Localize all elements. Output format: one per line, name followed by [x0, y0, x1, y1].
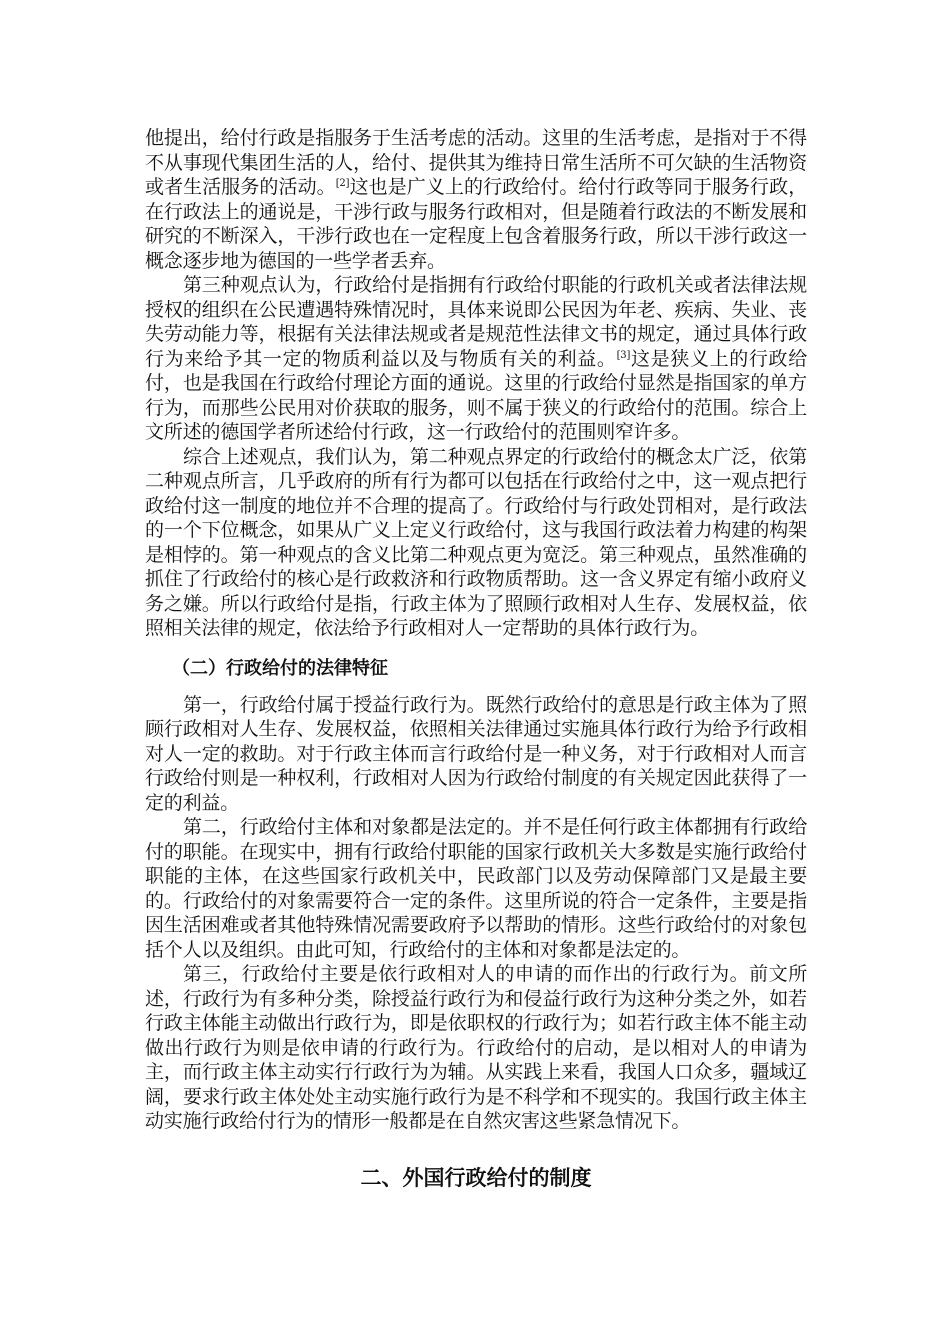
paragraph-text: 这是狭义上的行政给付，也是我国在行政给付理论方面的通说。这里的行政给付显然是指国家的单方行为，而那些公民用对价获取的服务，则不属于狭义的行政给付的范围。综合上文所述的德国学者所述给付行政，这一行政给付的范围则窄许多。	[145, 347, 807, 443]
paragraph-feature-1: 第一，行政给付属于授益行政行为。既然行政给付的意思是行政主体为了照顾行政相对人生存、发展权益，依照相关法律通过实施具体行政行为给予行政相对人一定的救助。对于行政主体而言行政给付是一种义务，对于行政相对人而言行政给付则是一种权利，行政相对人因为行政给付制度的有关规定因此获得了一定的利益。	[145, 693, 807, 814]
document-page	[145, 126, 807, 1192]
paragraph-continuation	[145, 126, 807, 273]
paragraph-feature-3: 第三，行政给付主要是依行政相对人的申请的而作出的行政行为。前文所述，行政行为有多种分类，除授益行政行为和侵益行政行为这种分类之外，如若行政主体能主动做出行政行为，即是依职权的行政行为；如若行政主体不能主动做出行政行为则是依申请的行政行为。行政给付的启动，是以相对人的申请为主，而行政主体主动实行行政行为为辅。从实践上来看，我国人口众多，疆域辽阔，要求行政主体处处主动实施行政行为是不科学和不现实的。我国行政主体主动实施行政给付行为的情形一般都是在自然灾害这些紧急情况下。	[145, 963, 807, 1132]
citation-ref[interactable]: [3]	[616, 349, 631, 361]
paragraph-summary	[145, 445, 807, 641]
paragraph-third-view	[145, 273, 807, 445]
subsection-heading: （二）行政给付的法律特征	[172, 657, 388, 679]
citation-ref[interactable]: [2]	[335, 178, 350, 189]
paragraph-feature-2: 第二，行政给付主体和对象都是法定的。并不是任何行政主体都拥有行政给付的职能。在现实中，拥有行政给付职能的国家行政机关大多数是实施行政给付职能的主体，在这些国家行政机关中，民政部门以及劳动保障部门又是最主要的。行政给付的对象需要符合一定的条件。这里所说的符合一定条件，主要是指因生活困难或者其他特殊情况需要政府予以帮助的情形。这些行政给付的对象包括个人以及组织。由此可知，行政给付的主体和对象都是法定的。	[145, 816, 807, 961]
paragraph-text: 这也是广义上的行政给付。给付行政等同于服务行政，在行政法上的通说是，干涉行政与服务行政相对，但是随着行政法的不断发展和研究的不断深入，干涉行政也在一定程度上包含着服务行政，所以干涉行政这一概念逐步地为德国的一些学者丢弃。	[145, 176, 807, 272]
paragraph-text: 他提出，给付行政是指服务于生活考虑的活动。这里的生活考虑，是指对于不得不从事现代集团生活的人，给付、提供其为维持日常生活所不可欠缺的生活物资或者生活服务的活动。	[145, 127, 807, 198]
paragraph-text: 第三种观点认为，行政给付是指拥有行政给付职能的行政机关或者法律法规授权的组织在公民遭遇特殊情况时，具体来说即公民因为年老、疾病、失业、丧失劳动能力等，根据有关法律法规或者是规范性法律文书的规定，通过具体行政行为来给予其一定的物质利益以及与物质有关的利益。	[145, 274, 807, 370]
paragraph-text: 综合上述观点，我们认为，第二种观点界定的行政给付的概念太广泛，依第二种观点所言，几乎政府的所有行为都可以包括在行政给付之中，这一观点把行政给付这一制度的地位并不合理的提高了。行政给付与行政处罚相对，是行政法的一个下位概念，如果从广义上定义行政给付，这与我国行政法着力构建的构架是相悖的。第一种观点的含义比第二种观点更为宽泛。第三种观点，虽然准确的抓住了行政给付的核心是行政救济和行政物质帮助。这一含义界定有缩小政府义务之嫌。所以行政给付是指，行政主体为了照顾行政相对人生存、发展权益，依照相关法律的规定，依法给予行政相对人一定帮助的具体行政行为。	[145, 445, 807, 639]
section-heading: 二、外国行政给付的制度	[360, 1165, 592, 1190]
